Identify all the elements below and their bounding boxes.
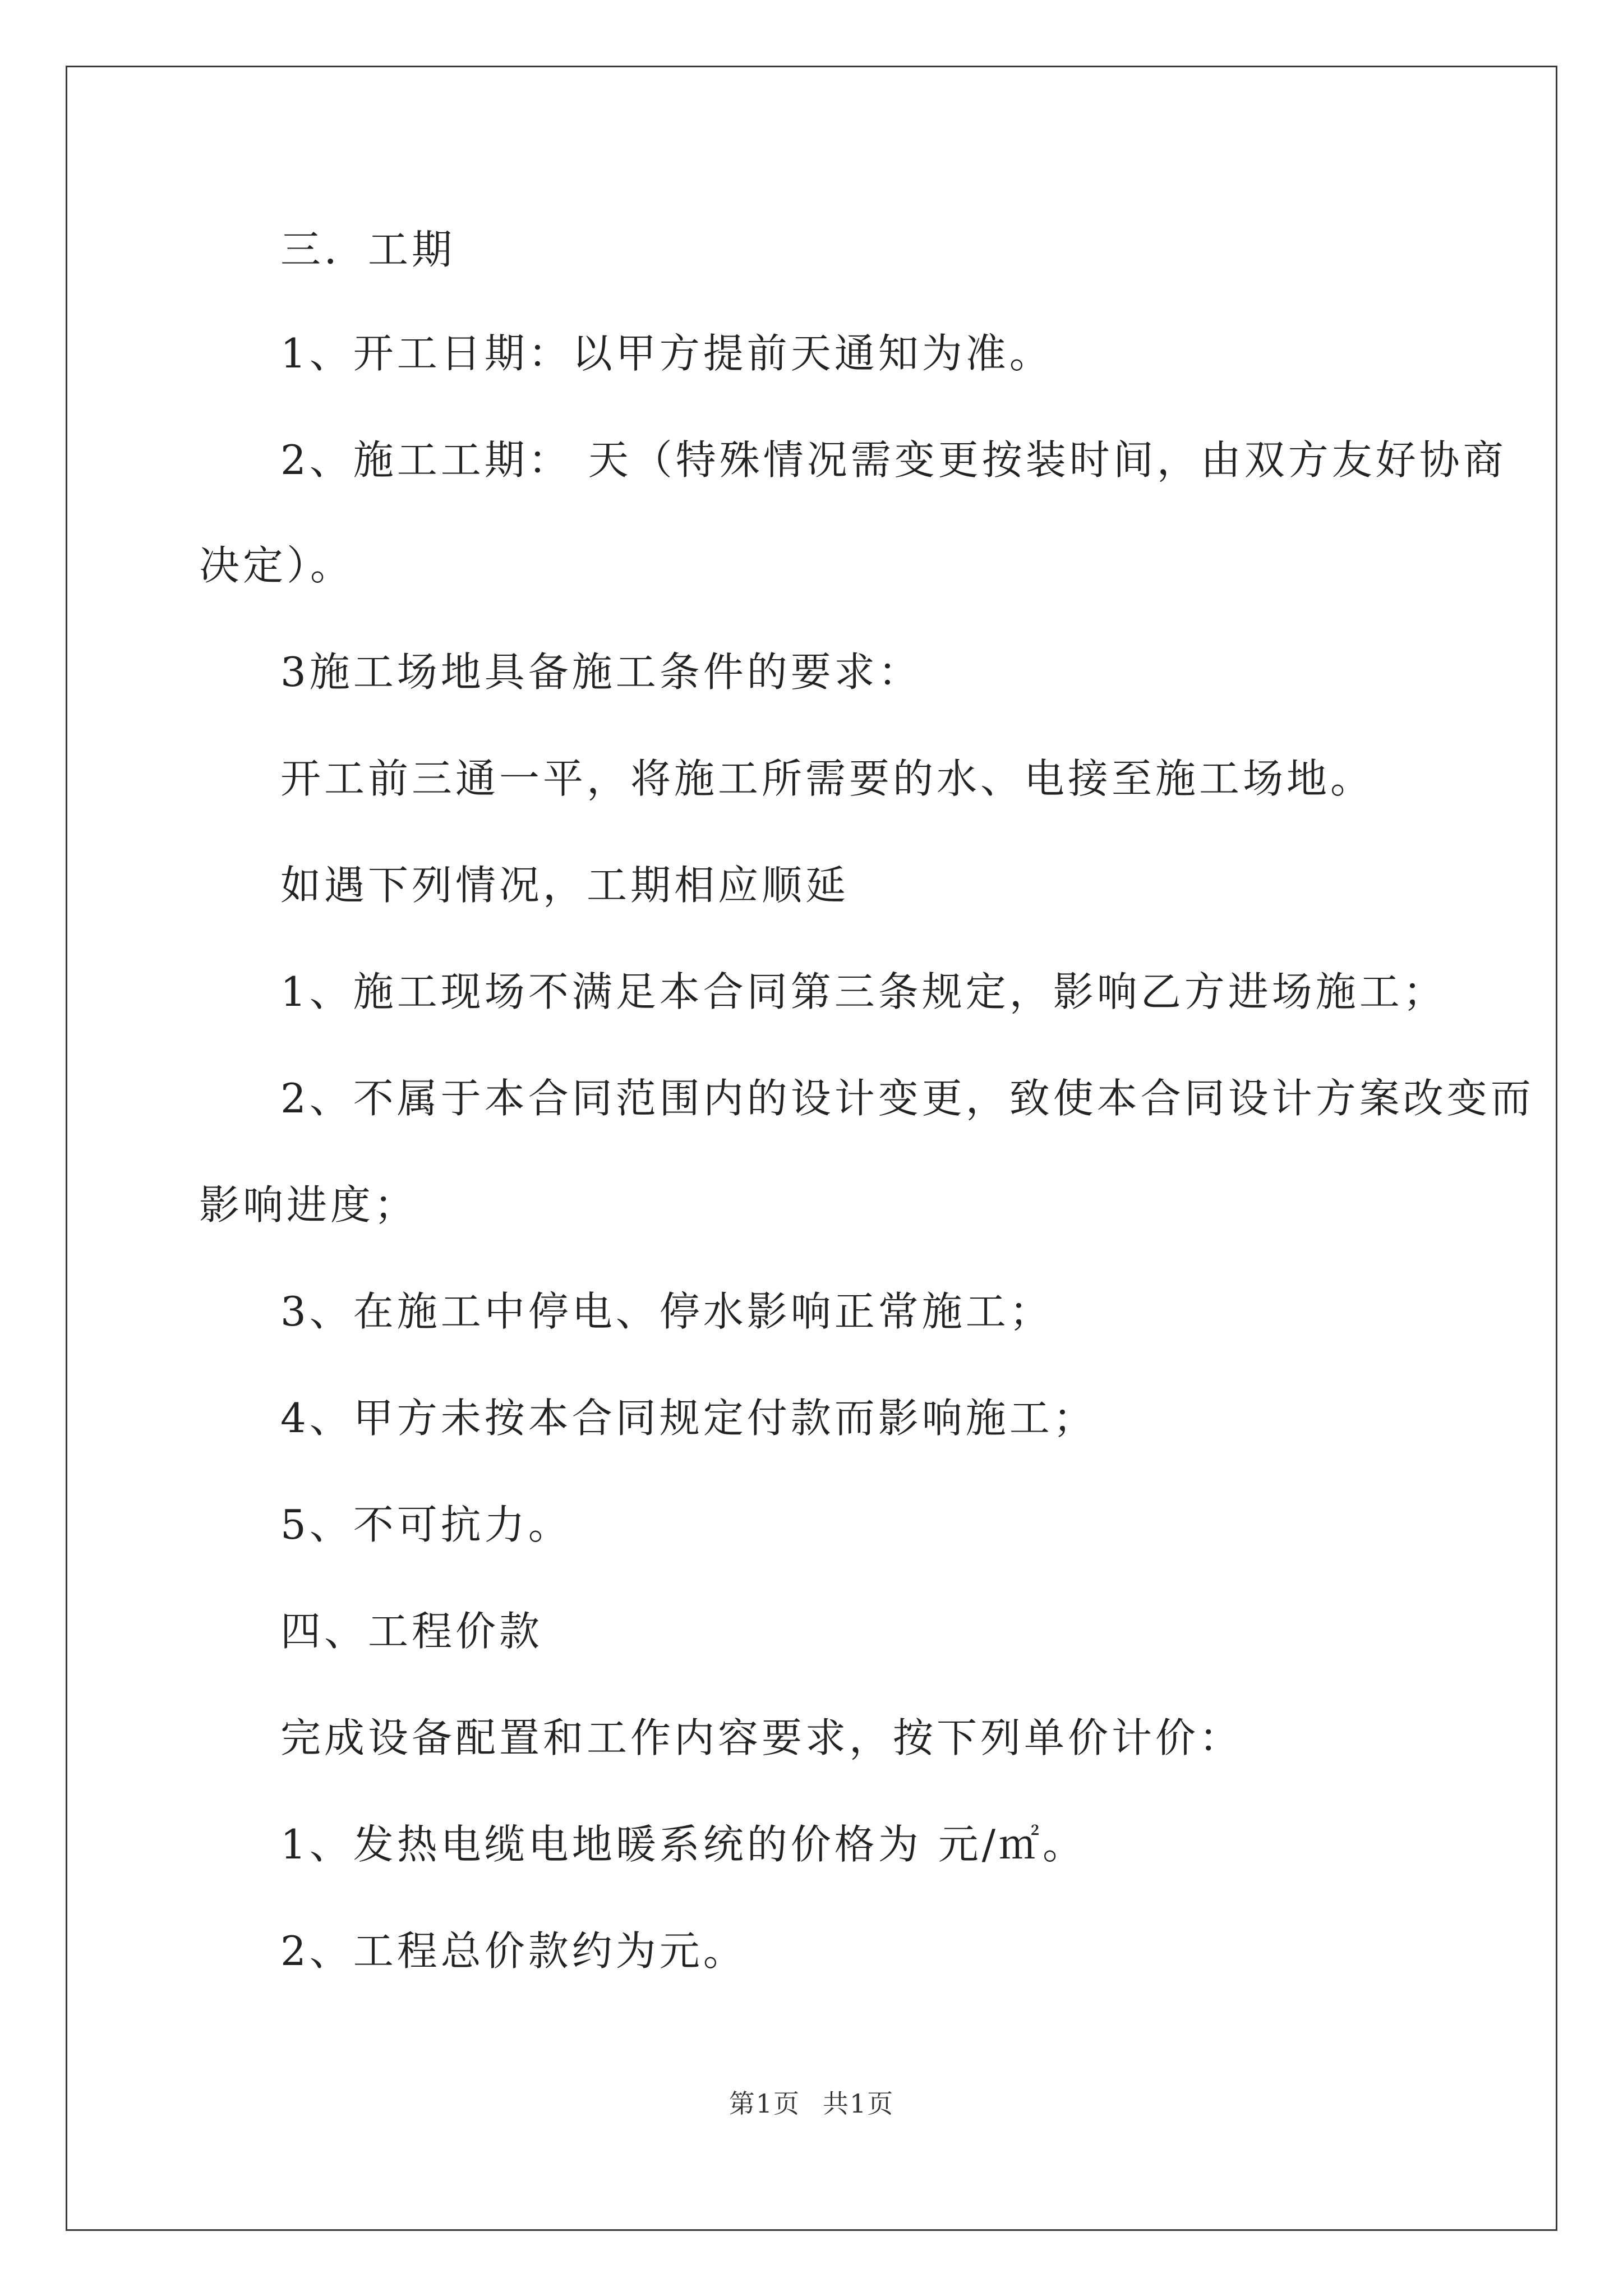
paragraph-line: 如遇下列情况，工期相应顺延: [280, 862, 850, 909]
paragraph-line: 1、施工现场不满足本合同第三条规定，影响乙方进场施工；: [280, 968, 1447, 1015]
page-total: 共1页: [823, 2088, 895, 2119]
paragraph-line: 2、不属于本合同范围内的设计变更，致使本合同设计方案改变而: [280, 1075, 1534, 1122]
paragraph-line: 完成设备配置和工作内容要求，按下列单价计价：: [280, 1714, 1243, 1761]
paragraph-line: 2、工程总价款约为元。: [280, 1927, 747, 1975]
paragraph-line: 3施工场地具备施工条件的要求：: [280, 648, 922, 696]
page-number: 第1页: [728, 2088, 800, 2119]
paragraph-line: 5、不可抗力。: [280, 1501, 572, 1548]
paragraph-line: 1、发热电缆电地暖系统的价格为 元/㎡。: [280, 1821, 1086, 1868]
paragraph-line: 2、施工工期： 天（特殊情况需变更按装时间，由双方友好协商: [280, 436, 1507, 484]
paragraph-line: 3、在施工中停电、停水影响正常施工；: [280, 1288, 1053, 1335]
paragraph-line: 1、开工日期：以甲方提前天通知为准。: [280, 330, 1053, 377]
section-heading-schedule: 三．工期: [280, 226, 456, 273]
page-footer: [0, 2087, 1623, 2120]
paragraph-line: 决定）。: [199, 542, 354, 589]
paragraph-line: 开工前三通一平，将施工所需要的水、电接至施工场地。: [280, 755, 1375, 802]
paragraph-line: 影响进度；: [199, 1181, 418, 1228]
paragraph-line: 4、甲方未按本合同规定付款而影响施工；: [280, 1395, 1097, 1442]
section-heading-price: 四、工程价款: [280, 1608, 543, 1655]
